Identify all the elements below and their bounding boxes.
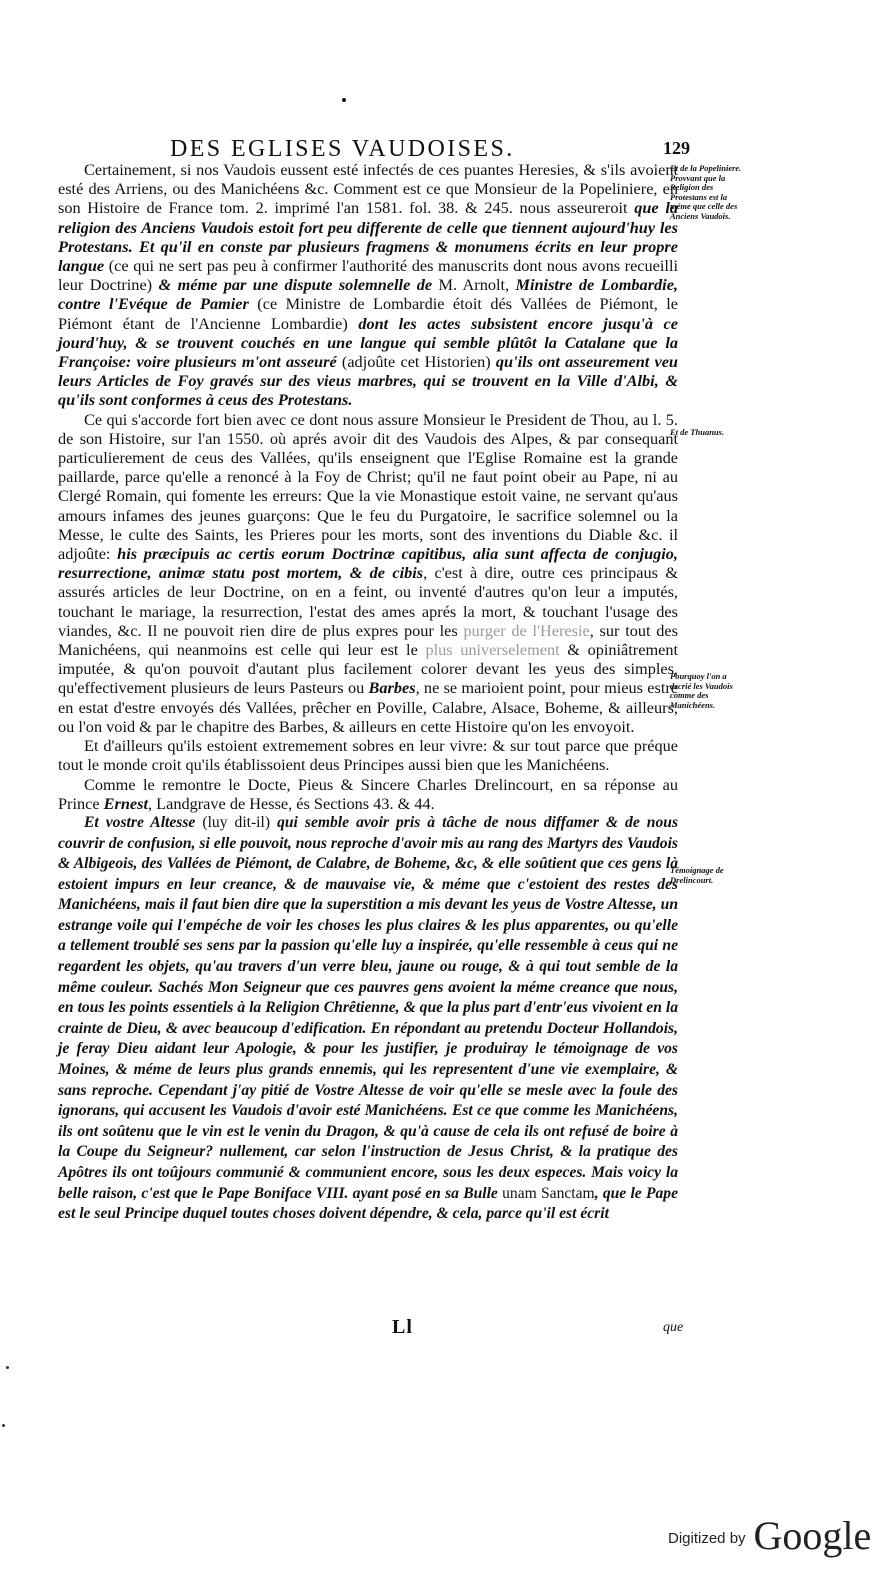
italic-run: Ministre de Lombardie, contre l'Evéque de Pamier (58, 275, 678, 314)
italic-run: dont les actes subsistent encore jusqu'à ce jourd'huy, & se trouvent couchés en une langue qui semble plûtôt la Catalane que la Françoise: voire plusieurs m'ont asseuré (58, 313, 678, 372)
roman-run: unam Sanctam (502, 1184, 595, 1202)
margin-note: Et de la Popeliniere. Provvant que la Religion des Protestans est la méme que celle des Anciens Vaudois. (670, 163, 742, 221)
text-run: qui semble avoir pris à tâche de nous diffamer & de nous couvrir de confusion, si elle pouvoit, nous reproche d'avoir mis au rang des Martyrs des Vaudois & Albigeois, des Vallées de Piémont, de Calabre, de Boheme, &c, & elle soûtient que ces gens là estoient impurs en leur creance, & de mauvaise vie, & méme que c'estoient des restes des Manichéens, mais il faut bien dire que la superstition a mis devant les yeus de Vostre Altesse, un estrange voile qui l'empéche de voir les choses les plus claires & les plus apparentes, ou qu'elle a tellement troublé ses sens par la passion qu'elle luy a inspirée, qu'elle ressemble à ceus qui ne regardent les objets, qu'au travers d'un verre bleu, jaune ou rouge, & à qui tout semble de la même couleur. Sachés Mon Seigneur que ces pauvres gens avoient la méme creance que nous, en tous les points essentiels à la Religion Chrêtienne, & que la plus part d'entr'eus vivoient en la crainte de Dieu, & avec beaucoup d'edification. En répondant au pretendu Docteur Hollandois, je feray Dieu aidant leur Apologie, & pour les justifier, je produiray le témoignage de vos Moines, & méme de leurs plus grands ennemis, qui les representent d'une vie exemplaire, & sans reproche. Cependant j'ay pitié de Vostre Altesse de voir qu'elle se mesle avec la foule des ignorans, qui accusent les Vaudois d'avoir esté Manichéens. Est ce que comme les Manichéens, ils ont soûtenu que le vin est le venin du Dragon, & qu'à cause de cela ils ont refusé de boire à la Coupe du Seigneur? nullement, car selon l'instruction de Jesus Christ, & la pratique des Apôtres ils ont toûjours communié & communient encore, sous les deux especes. Mais voicy la belle raison, c'est que le Pape Boniface VIII. ayant posé en sa Bulle (58, 813, 679, 1202)
paragraph (58, 775, 678, 813)
text-run: Comme le remontre le Docte, Pieus & Sincere Charles Drelincourt, en sa réponse au Prince (58, 774, 678, 813)
italic-run: Ernest (103, 793, 149, 813)
page-number: 129 (663, 138, 690, 158)
quoted-passage (58, 813, 678, 1225)
watermark-prefix: Digitized by (668, 1530, 746, 1547)
roman-run: (luy dit-il) (195, 813, 278, 831)
paragraph (58, 160, 678, 410)
text-run: M. Arnolt, (432, 275, 516, 295)
text-run: , ne se marioient point, pour mieus estre en estat d'estre envoyés dés Vallées, prêcher en Poville, Calabre, Alsace, Boheme, & ailleurs, ou l'on void & par le chapitre des Barbes, & ailleurs en cette Histoire qu'on les envoyoit. (58, 678, 679, 736)
italic-run: & méme par une dispute solemnelle de (158, 275, 433, 295)
main-text (58, 160, 678, 1225)
text-run: , que le Pape est le seul Principe duquel toutes choses doivent dépendre, & cela, parce qu'il est écrit (58, 1184, 679, 1223)
text-run: & opiniâtrement imputée, & qu'on pouvoit d'autant plus facilement colorer devant les yeus des simples, qu'effectivement plusieurs de leurs Pasteurs ou (58, 640, 678, 698)
paragraph (58, 410, 678, 736)
faint-run: plus universelement (425, 640, 560, 660)
text-run: Ce qui s'accorde fort bien avec ce dont nous assure Monsieur le President de Thou, au l. 5. de son Histoire, sur l'an 1550. où aprés avoir dit des Vaudois des Alpes, & par consequant particulierement de ceus des Vallées, qu'ils enseignent que l'Eglise Romaine est la grande paillarde, parce qu'elle a renoncé à la Foy de Christ; qu'il ne faut point obeir au Pape, ni au Clergé Romain, qui fomente les erreurs: Que la vie Monastique estoit vaine, ne servant qu'aus amours infames des jeunes guarçons: Que le feu du Purgatoire, le sacrifice solemnel ou la Messe, le culte des Saints, les Prieres pour les morts, sont des inventions du Diable &c. il adjoûte: (58, 409, 678, 564)
italic-run: qu'ils ont asseurement veu leurs Articles de Foy gravés sur des vieus marbres, qui se trouvent en la Ville d'Albi, & qu'ils sont conformes à ceus des Protestans. (58, 352, 678, 410)
page-footer (0, 1316, 876, 1340)
text-run: , c'est à dire, outre ces principaus & assurés articles de leur Doctrine, on en a feint, ou inventé d'autres qu'on leur a imputés, touchant le mariage, la resurrection, l'estat des ames aprés la mort, & touchant l'usage des viandes, &c. Il ne pouvoit rien dire de plus expres pour les (58, 563, 678, 640)
signature-mark: Ll (392, 1316, 413, 1338)
italic-run: his præcipuis ac certis eorum Doctrinæ capitibus, alia sunt affecta de conjugio, resurrectione, animæ statu post mortem, & de cibis (58, 544, 678, 583)
faint-run: purger de l'Heresie (463, 620, 590, 640)
italic-run: que la religion des Anciens Vaudois estoit fort peu differente de celle que tiennent aujourd'huy les Protestans. Et qu'il en conste par plusieurs fragmens & monumens écrits en leur propre langue (58, 198, 678, 276)
text-run: , Landgrave de Hesse, és Sections 43. & 44. (148, 793, 435, 813)
margin-note: Pourquoy l'on a decrié les Vaudois comme des Manichéens. (670, 671, 733, 710)
running-title: DES EGLISES VAUDOISES. (170, 136, 515, 162)
catchword: que (663, 1320, 684, 1335)
text-run: (ce qui ne sert pas peu à confirmer l'authorité des manuscrits dont nous avons recueilli leur Doctrine) (58, 256, 678, 295)
ink-dot (342, 98, 346, 102)
margin-note: Et de Thuanus. (670, 427, 725, 437)
text-run: (adjoûte cet Historien) (336, 352, 496, 372)
text-run: Et vostre Altesse (84, 813, 196, 831)
margin-note: Témoignage de Drelincourt. (670, 865, 724, 885)
text-run: (ce Ministre de Lombardie étoit dés Vallées de Piémont, le Piémont étant de l'Ancienne Lombardie) (58, 294, 678, 333)
digitized-watermark (668, 1512, 871, 1559)
text-run: , sur tout des Manichéens, qui neanmoins est celle qui leur est le (58, 620, 678, 660)
paragraph (58, 736, 678, 774)
text-run: Certainement, si nos Vaudois eussent esté infectés de ces puantes Heresies, & s'ils avoient esté des Arriens, ou des Manichéens &c. Comment est ce que Monsieur de la Popeliniere, en son Histoire de France tom. 2. imprimé l'an 1581. fol. 38. & 245. nous asseureroit (58, 160, 678, 218)
google-logo: Google (753, 1513, 872, 1558)
text-run: Et d'ailleurs qu'ils estoient extremement sobres en leur vivre: & sur tout parce que préque tout le monde croit qu'ils établissoient deus Principes aussi bien que les Manichéens. (58, 736, 678, 775)
italic-run: Barbes (368, 678, 416, 698)
